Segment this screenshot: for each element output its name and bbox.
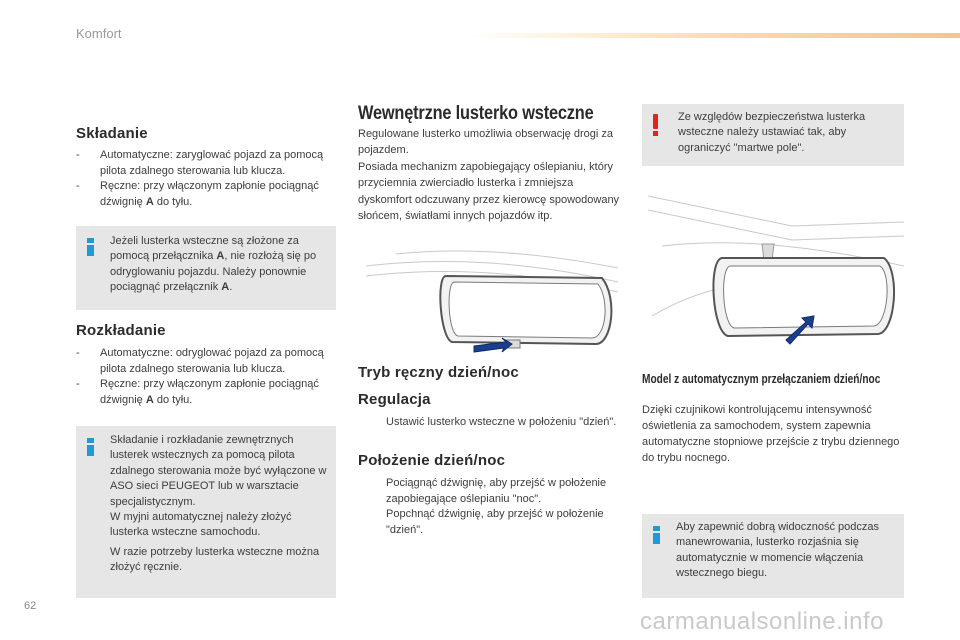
folding-title: Składanie (76, 125, 148, 142)
info-box-unfolding (76, 426, 336, 598)
intro-text (358, 126, 620, 224)
warning-box (642, 104, 904, 166)
daynight-title: Położenie dzień/noc (358, 452, 506, 469)
list-item (76, 377, 326, 408)
info-text: Aby zapewnić dobrą widoczność podczas manewrowania, lusterko rozjaśnia się automatycznie w momencie włączenia wstecznego biegu. (676, 521, 880, 580)
manual-mode-title: Tryb ręczny dzień/noc (358, 364, 519, 381)
list-item-text: Pociągnąć dźwignię, aby przejść w położenie zapobiegające oślepianiu "noc". (386, 477, 607, 505)
list-marker: - (76, 149, 80, 161)
section-header: Komfort (76, 26, 122, 41)
list-item-text: Ustawić lusterko wsteczne w położeniu "dzień". (386, 416, 617, 428)
header-accent-line (468, 33, 960, 38)
list-item (364, 415, 626, 431)
switch-label: A (221, 281, 230, 294)
list-item-text: Automatyczne: zaryglować pojazd za pomocą pilota zdalnego sterowania lub klucza. (100, 149, 324, 177)
daynight-list (364, 476, 626, 538)
folding-list (76, 148, 326, 210)
switch-label: A (216, 250, 225, 263)
unfolding-title: Rozkładanie (76, 322, 166, 339)
list-item-text: Ręczne: przy włączonym zapłonie pociągnąć dźwignię (100, 378, 319, 406)
info-text (110, 234, 328, 296)
list-marker: - (76, 378, 80, 391)
list-item-text: Popchnąć dźwignię, aby przejść w położenie "dzień". (386, 508, 604, 536)
info-icon (653, 526, 660, 544)
list-item (364, 507, 626, 538)
regulation-list (364, 415, 626, 431)
auto-mirror-illustration (642, 186, 904, 348)
list-item (364, 476, 626, 507)
list-marker: - (76, 180, 80, 193)
info-box-folding (76, 226, 336, 310)
unfolding-list (76, 346, 326, 408)
auto-model-text: Dzięki czujnikowi kontrolującemu intensywność oświetlenia za samochodem, system zapewnia automatyczne stopniowe przejście z trybu dziennego do trybu nocnego. (642, 404, 900, 464)
info-box-auto (642, 514, 904, 598)
list-item (76, 179, 326, 210)
info-paragraph: W razie potrzeby lusterka wsteczne można złożyć ręcznie. (110, 545, 320, 574)
info-text-part: , nie rozłożą się po odryglowaniu pojazdu. Należy ponownie pociągnąć przełącznik (110, 250, 317, 294)
list-item-text-end: do tyłu. (153, 393, 193, 406)
info-icon (87, 438, 94, 456)
warning-icon (652, 114, 659, 136)
watermark: carmanualsonline.info (640, 608, 884, 635)
regulation-title: Regulacja (358, 391, 431, 408)
info-text-part: . (229, 281, 233, 294)
info-text (110, 433, 330, 576)
list-item-text: Ręczne: przy włączonym zapłonie pociągnąć dźwignię (100, 180, 319, 208)
info-paragraph: Składanie i rozkładanie zewnętrznych lusterek wstecznych za pomocą pilota zdalnego sterowania może być wyłączone w ASO sieci PEUGEOT lub w warsztacie specjalistycznym. (110, 434, 327, 508)
auto-model-title: Model z automatycznym przełączaniem dzień/noc (642, 371, 881, 386)
list-item-text: Automatyczne: odryglować pojazd za pomocą pilota zdalnego sterowania lub klucza. (100, 347, 324, 375)
manual-mirror-illustration (356, 246, 624, 358)
warning-text: Ze względów bezpieczeństwa lusterka wsteczne należy ustawiać tak, aby ograniczyć "martwe pole". (678, 111, 866, 154)
info-paragraph: W myjni automatycznej należy złożyć lusterka wsteczne samochodu. (110, 511, 292, 539)
intro-paragraph: Regulowane lusterko umożliwia obserwację drogi za pojazdem. (358, 128, 613, 157)
intro-paragraph: Posiada mechanizm zapobiegający oślepianiu, który przyciemnia zwierciadło lusterka i zmniejsza dyskomfort odczuwany przez kierowcę spowodowany słońcem, światłami innych pojazdów itp. (358, 160, 620, 223)
lever-label: A (145, 195, 154, 208)
list-item-text-end: do tyłu. (153, 195, 193, 208)
page-number: 62 (24, 600, 37, 612)
list-item (76, 148, 326, 179)
list-item (76, 346, 326, 377)
info-icon (87, 238, 94, 256)
page-title: Wewnętrzne lusterko wsteczne (358, 103, 594, 124)
info-text-part: Jeżeli lusterka wsteczne są złożone za pomocą przełącznika (110, 235, 299, 263)
list-marker: - (76, 347, 80, 359)
lever-label: A (145, 393, 154, 406)
